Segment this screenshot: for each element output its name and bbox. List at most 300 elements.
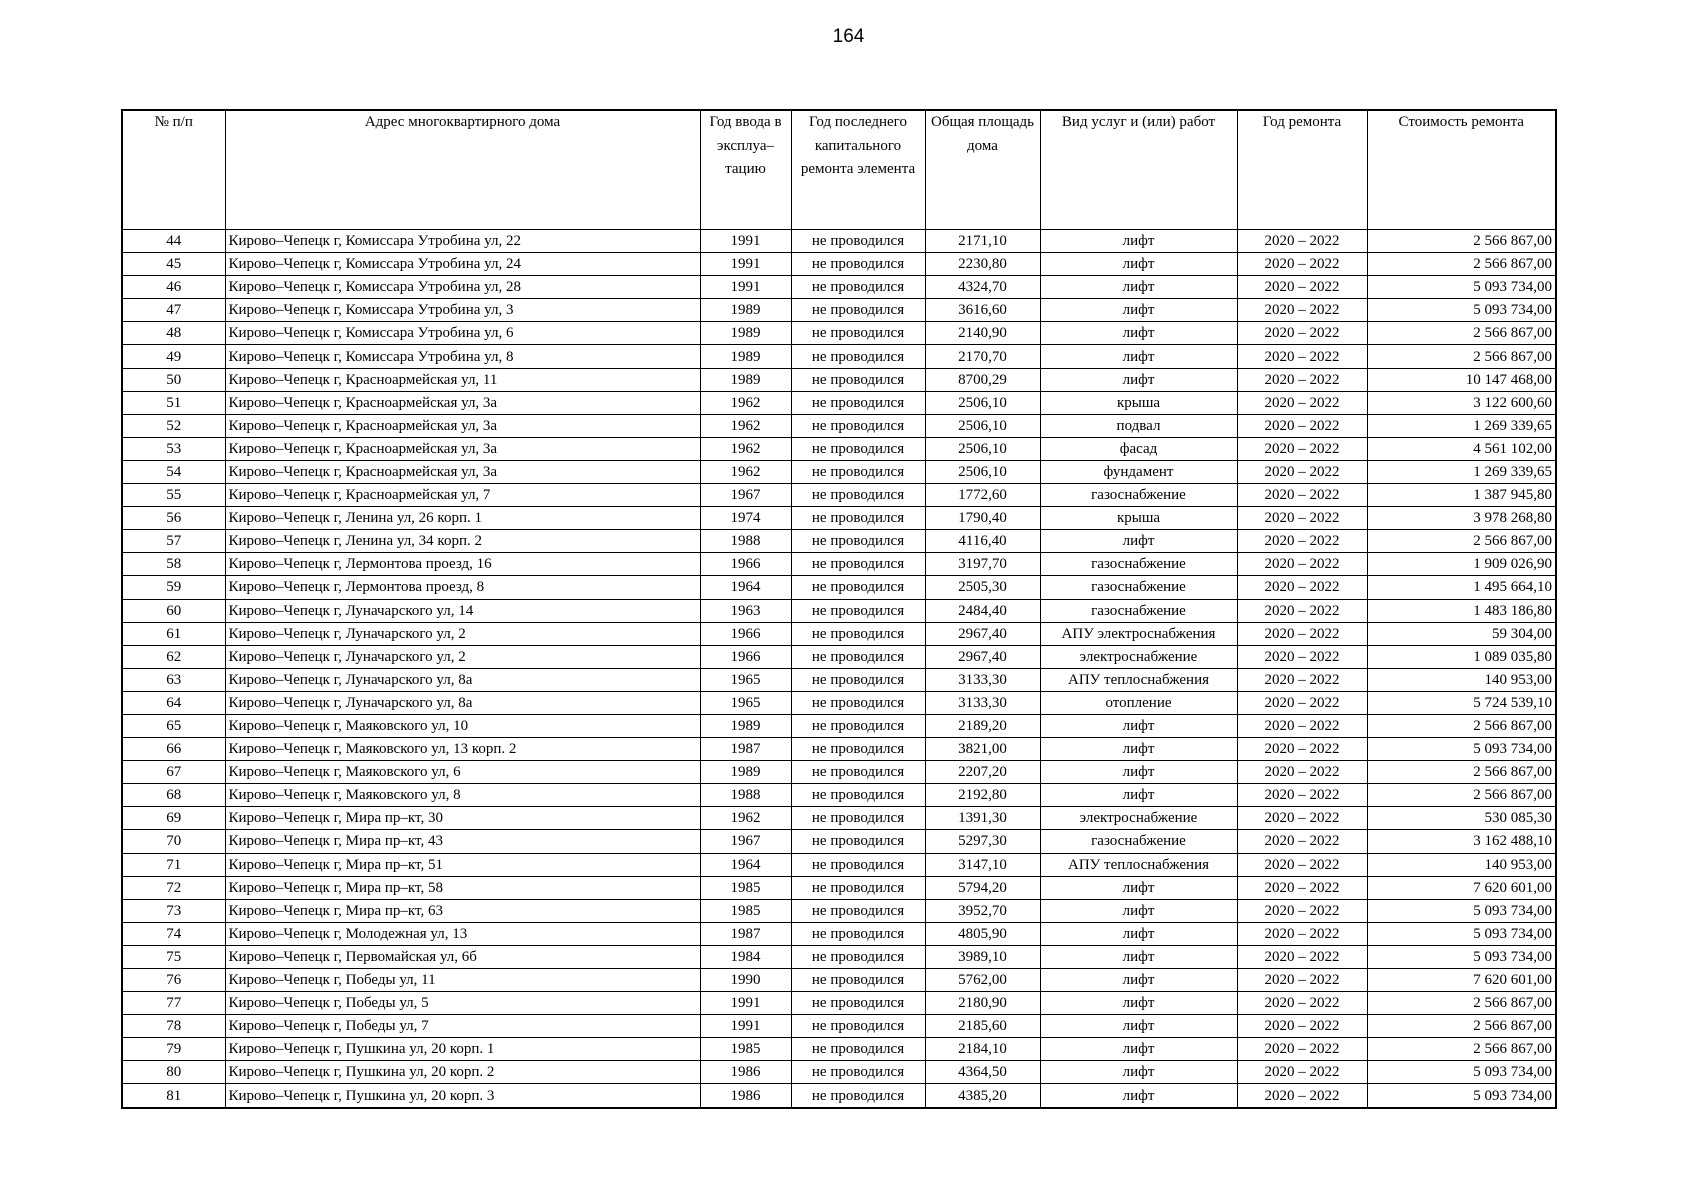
cell-repair-period: 2020 – 2022: [1237, 784, 1367, 807]
cell-repair-period: 2020 – 2022: [1237, 414, 1367, 437]
table-row: [122, 276, 1556, 299]
table-row: [122, 253, 1556, 276]
cell-year: 1967: [700, 484, 791, 507]
header-num: № п/п: [122, 110, 225, 230]
cell-address: Кирово–Чепецк г, Маяковского ул, 10: [225, 714, 700, 737]
table-row: [122, 622, 1556, 645]
cell-address: Кирово–Чепецк г, Молодежная ул, 13: [225, 922, 700, 945]
cell-num: 81: [122, 1084, 225, 1108]
cell-address: Кирово–Чепецк г, Мира пр–кт, 63: [225, 899, 700, 922]
cell-cost: 2 566 867,00: [1367, 761, 1556, 784]
cell-address: Кирово–Чепецк г, Луначарского ул, 8а: [225, 668, 700, 691]
cell-service: лифт: [1040, 1038, 1237, 1061]
cell-service: электроснабжение: [1040, 807, 1237, 830]
cell-address: Кирово–Чепецк г, Маяковского ул, 8: [225, 784, 700, 807]
cell-last-repair: не проводился: [791, 230, 925, 253]
cell-service: отопление: [1040, 691, 1237, 714]
repair-registry-table: [121, 109, 1557, 1109]
cell-last-repair: не проводился: [791, 945, 925, 968]
cell-service: лифт: [1040, 992, 1237, 1015]
cell-year: 1962: [700, 391, 791, 414]
cell-last-repair: не проводился: [791, 830, 925, 853]
cell-cost: 5 093 734,00: [1367, 945, 1556, 968]
table-row: [122, 460, 1556, 483]
cell-area: 2506,10: [925, 437, 1040, 460]
cell-repair-period: 2020 – 2022: [1237, 807, 1367, 830]
cell-area: 1790,40: [925, 507, 1040, 530]
cell-num: 58: [122, 553, 225, 576]
cell-area: 4385,20: [925, 1084, 1040, 1108]
cell-repair-period: 2020 – 2022: [1237, 345, 1367, 368]
cell-area: 4116,40: [925, 530, 1040, 553]
cell-last-repair: не проводился: [791, 484, 925, 507]
cell-service: АПУ электроснабжения: [1040, 622, 1237, 645]
cell-year: 1988: [700, 530, 791, 553]
cell-repair-period: 2020 – 2022: [1237, 530, 1367, 553]
cell-address: Кирово–Чепецк г, Ленина ул, 26 корп. 1: [225, 507, 700, 530]
cell-address: Кирово–Чепецк г, Красноармейская ул, 3а: [225, 414, 700, 437]
cell-year: 1966: [700, 622, 791, 645]
table-row: [122, 1084, 1556, 1108]
cell-service: лифт: [1040, 345, 1237, 368]
cell-year: 1987: [700, 738, 791, 761]
cell-address: Кирово–Чепецк г, Маяковского ул, 6: [225, 761, 700, 784]
cell-cost: 1 483 186,80: [1367, 599, 1556, 622]
cell-address: Кирово–Чепецк г, Пушкина ул, 20 корп. 3: [225, 1084, 700, 1108]
cell-cost: 59 304,00: [1367, 622, 1556, 645]
table-row: [122, 945, 1556, 968]
table-row: [122, 645, 1556, 668]
cell-area: 2192,80: [925, 784, 1040, 807]
cell-address: Кирово–Чепецк г, Маяковского ул, 13 корп. 2: [225, 738, 700, 761]
cell-num: 51: [122, 391, 225, 414]
cell-last-repair: не проводился: [791, 437, 925, 460]
header-last-repair: Год последнего капитального ремонта элемента: [791, 110, 925, 230]
cell-area: 2230,80: [925, 253, 1040, 276]
cell-num: 73: [122, 899, 225, 922]
cell-area: 1391,30: [925, 807, 1040, 830]
cell-cost: 7 620 601,00: [1367, 969, 1556, 992]
cell-year: 1991: [700, 253, 791, 276]
cell-num: 80: [122, 1061, 225, 1084]
cell-repair-period: 2020 – 2022: [1237, 761, 1367, 784]
cell-area: 2506,10: [925, 460, 1040, 483]
cell-address: Кирово–Чепецк г, Красноармейская ул, 3а: [225, 391, 700, 414]
table-row: [122, 599, 1556, 622]
cell-address: Кирово–Чепецк г, Мира пр–кт, 30: [225, 807, 700, 830]
cell-area: 2506,10: [925, 391, 1040, 414]
cell-area: 5762,00: [925, 969, 1040, 992]
cell-cost: 1 909 026,90: [1367, 553, 1556, 576]
cell-area: 2185,60: [925, 1015, 1040, 1038]
table-row: [122, 322, 1556, 345]
cell-cost: 2 566 867,00: [1367, 784, 1556, 807]
cell-year: 1964: [700, 576, 791, 599]
cell-year: 1988: [700, 784, 791, 807]
cell-repair-period: 2020 – 2022: [1237, 368, 1367, 391]
cell-year: 1962: [700, 437, 791, 460]
cell-repair-period: 2020 – 2022: [1237, 922, 1367, 945]
cell-cost: 2 566 867,00: [1367, 253, 1556, 276]
cell-last-repair: не проводился: [791, 599, 925, 622]
cell-last-repair: не проводился: [791, 807, 925, 830]
cell-service: АПУ теплоснабжения: [1040, 853, 1237, 876]
cell-area: 2189,20: [925, 714, 1040, 737]
cell-area: 2506,10: [925, 414, 1040, 437]
cell-area: 3821,00: [925, 738, 1040, 761]
cell-service: газоснабжение: [1040, 553, 1237, 576]
cell-year: 1986: [700, 1084, 791, 1108]
table-row: [122, 368, 1556, 391]
cell-cost: 140 953,00: [1367, 853, 1556, 876]
cell-service: лифт: [1040, 714, 1237, 737]
cell-num: 66: [122, 738, 225, 761]
cell-repair-period: 2020 – 2022: [1237, 668, 1367, 691]
cell-num: 70: [122, 830, 225, 853]
cell-service: лифт: [1040, 276, 1237, 299]
header-row: [122, 110, 1556, 230]
cell-last-repair: не проводился: [791, 876, 925, 899]
cell-repair-period: 2020 – 2022: [1237, 507, 1367, 530]
cell-num: 46: [122, 276, 225, 299]
header-cost: Стоимость ремонта: [1367, 110, 1556, 230]
cell-last-repair: не проводился: [791, 853, 925, 876]
cell-last-repair: не проводился: [791, 691, 925, 714]
cell-cost: 5 093 734,00: [1367, 738, 1556, 761]
cell-year: 1965: [700, 691, 791, 714]
cell-year: 1991: [700, 992, 791, 1015]
cell-address: Кирово–Чепецк г, Комиссара Утробина ул, 6: [225, 322, 700, 345]
cell-area: 2184,10: [925, 1038, 1040, 1061]
cell-cost: 5 724 539,10: [1367, 691, 1556, 714]
table-row: [122, 414, 1556, 437]
table-body: [122, 230, 1556, 1108]
cell-service: фундамент: [1040, 460, 1237, 483]
cell-address: Кирово–Чепецк г, Пушкина ул, 20 корп. 2: [225, 1061, 700, 1084]
cell-cost: 3 162 488,10: [1367, 830, 1556, 853]
cell-service: газоснабжение: [1040, 484, 1237, 507]
cell-service: лифт: [1040, 969, 1237, 992]
cell-year: 1989: [700, 299, 791, 322]
cell-service: лифт: [1040, 322, 1237, 345]
cell-last-repair: не проводился: [791, 553, 925, 576]
cell-num: 76: [122, 969, 225, 992]
table-row: [122, 437, 1556, 460]
cell-year: 1989: [700, 368, 791, 391]
cell-last-repair: не проводился: [791, 507, 925, 530]
cell-repair-period: 2020 – 2022: [1237, 645, 1367, 668]
cell-cost: 2 566 867,00: [1367, 230, 1556, 253]
cell-repair-period: 2020 – 2022: [1237, 484, 1367, 507]
cell-area: 2180,90: [925, 992, 1040, 1015]
table-row: [122, 992, 1556, 1015]
cell-num: 72: [122, 876, 225, 899]
cell-year: 1985: [700, 899, 791, 922]
cell-year: 1962: [700, 807, 791, 830]
cell-address: Кирово–Чепецк г, Луначарского ул, 2: [225, 622, 700, 645]
cell-last-repair: не проводился: [791, 368, 925, 391]
cell-last-repair: не проводился: [791, 784, 925, 807]
cell-num: 55: [122, 484, 225, 507]
cell-num: 59: [122, 576, 225, 599]
cell-cost: 140 953,00: [1367, 668, 1556, 691]
table-row: [122, 784, 1556, 807]
cell-cost: 1 269 339,65: [1367, 414, 1556, 437]
cell-address: Кирово–Чепецк г, Мира пр–кт, 58: [225, 876, 700, 899]
table-row: [122, 738, 1556, 761]
cell-address: Кирово–Чепецк г, Красноармейская ул, 3а: [225, 460, 700, 483]
cell-cost: 7 620 601,00: [1367, 876, 1556, 899]
header-year: Год ввода в эксплуа–тацию: [700, 110, 791, 230]
cell-area: 5794,20: [925, 876, 1040, 899]
cell-num: 44: [122, 230, 225, 253]
cell-address: Кирово–Чепецк г, Ленина ул, 34 корп. 2: [225, 530, 700, 553]
cell-repair-period: 2020 – 2022: [1237, 830, 1367, 853]
cell-year: 1962: [700, 460, 791, 483]
cell-last-repair: не проводился: [791, 1038, 925, 1061]
cell-repair-period: 2020 – 2022: [1237, 1061, 1367, 1084]
cell-service: газоснабжение: [1040, 599, 1237, 622]
cell-last-repair: не проводился: [791, 622, 925, 645]
cell-cost: 5 093 734,00: [1367, 1084, 1556, 1108]
cell-year: 1967: [700, 830, 791, 853]
cell-cost: 1 495 664,10: [1367, 576, 1556, 599]
cell-num: 71: [122, 853, 225, 876]
cell-address: Кирово–Чепецк г, Красноармейская ул, 3а: [225, 437, 700, 460]
cell-repair-period: 2020 – 2022: [1237, 853, 1367, 876]
cell-address: Кирово–Чепецк г, Первомайская ул, 6б: [225, 945, 700, 968]
cell-area: 3197,70: [925, 553, 1040, 576]
cell-repair-period: 2020 – 2022: [1237, 1015, 1367, 1038]
cell-area: 3989,10: [925, 945, 1040, 968]
cell-service: лифт: [1040, 738, 1237, 761]
cell-repair-period: 2020 – 2022: [1237, 599, 1367, 622]
cell-last-repair: не проводился: [791, 391, 925, 414]
cell-cost: 5 093 734,00: [1367, 899, 1556, 922]
cell-address: Кирово–Чепецк г, Пушкина ул, 20 корп. 1: [225, 1038, 700, 1061]
cell-service: лифт: [1040, 230, 1237, 253]
cell-last-repair: не проводился: [791, 576, 925, 599]
cell-service: лифт: [1040, 876, 1237, 899]
cell-last-repair: не проводился: [791, 322, 925, 345]
cell-cost: 2 566 867,00: [1367, 345, 1556, 368]
table-row: [122, 530, 1556, 553]
cell-area: 4364,50: [925, 1061, 1040, 1084]
cell-repair-period: 2020 – 2022: [1237, 460, 1367, 483]
header-repair-period: Год ремонта: [1237, 110, 1367, 230]
cell-num: 54: [122, 460, 225, 483]
cell-repair-period: 2020 – 2022: [1237, 391, 1367, 414]
cell-year: 1989: [700, 322, 791, 345]
cell-num: 75: [122, 945, 225, 968]
cell-address: Кирово–Чепецк г, Луначарского ул, 14: [225, 599, 700, 622]
table-row: [122, 391, 1556, 414]
table-row: [122, 576, 1556, 599]
cell-repair-period: 2020 – 2022: [1237, 1084, 1367, 1108]
cell-repair-period: 2020 – 2022: [1237, 876, 1367, 899]
cell-repair-period: 2020 – 2022: [1237, 691, 1367, 714]
table-row: [122, 1061, 1556, 1084]
cell-repair-period: 2020 – 2022: [1237, 230, 1367, 253]
table-row: [122, 1038, 1556, 1061]
cell-cost: 10 147 468,00: [1367, 368, 1556, 391]
cell-year: 1963: [700, 599, 791, 622]
cell-year: 1991: [700, 1015, 791, 1038]
table-row: [122, 714, 1556, 737]
cell-num: 49: [122, 345, 225, 368]
cell-area: 2207,20: [925, 761, 1040, 784]
cell-cost: 2 566 867,00: [1367, 1038, 1556, 1061]
cell-last-repair: не проводился: [791, 969, 925, 992]
cell-repair-period: 2020 – 2022: [1237, 945, 1367, 968]
cell-service: лифт: [1040, 299, 1237, 322]
cell-address: Кирово–Чепецк г, Луначарского ул, 8а: [225, 691, 700, 714]
cell-year: 1964: [700, 853, 791, 876]
cell-address: Кирово–Чепецк г, Комиссара Утробина ул, 22: [225, 230, 700, 253]
cell-num: 57: [122, 530, 225, 553]
header-service: Вид услуг и (или) работ: [1040, 110, 1237, 230]
cell-num: 62: [122, 645, 225, 668]
cell-num: 63: [122, 668, 225, 691]
cell-last-repair: не проводился: [791, 345, 925, 368]
cell-service: лифт: [1040, 784, 1237, 807]
cell-num: 69: [122, 807, 225, 830]
cell-last-repair: не проводился: [791, 460, 925, 483]
cell-num: 48: [122, 322, 225, 345]
cell-area: 4324,70: [925, 276, 1040, 299]
cell-area: 2171,10: [925, 230, 1040, 253]
cell-address: Кирово–Чепецк г, Лермонтова проезд, 8: [225, 576, 700, 599]
cell-cost: 3 122 600,60: [1367, 391, 1556, 414]
cell-num: 61: [122, 622, 225, 645]
cell-num: 60: [122, 599, 225, 622]
cell-num: 52: [122, 414, 225, 437]
cell-address: Кирово–Чепецк г, Красноармейская ул, 7: [225, 484, 700, 507]
table-row: [122, 899, 1556, 922]
header-area: Общая площадь дома: [925, 110, 1040, 230]
cell-area: 5297,30: [925, 830, 1040, 853]
cell-repair-period: 2020 – 2022: [1237, 322, 1367, 345]
table-row: [122, 853, 1556, 876]
cell-num: 68: [122, 784, 225, 807]
cell-cost: 2 566 867,00: [1367, 714, 1556, 737]
cell-num: 45: [122, 253, 225, 276]
cell-service: лифт: [1040, 253, 1237, 276]
table-row: [122, 484, 1556, 507]
cell-num: 79: [122, 1038, 225, 1061]
cell-repair-period: 2020 – 2022: [1237, 992, 1367, 1015]
cell-address: Кирово–Чепецк г, Красноармейская ул, 11: [225, 368, 700, 391]
cell-last-repair: не проводился: [791, 253, 925, 276]
table-row: [122, 761, 1556, 784]
cell-address: Кирово–Чепецк г, Мира пр–кт, 43: [225, 830, 700, 853]
cell-area: 2967,40: [925, 622, 1040, 645]
cell-service: лифт: [1040, 1061, 1237, 1084]
cell-repair-period: 2020 – 2022: [1237, 622, 1367, 645]
cell-year: 1989: [700, 761, 791, 784]
header-address: Адрес многоквартирного дома: [225, 110, 700, 230]
cell-service: лифт: [1040, 945, 1237, 968]
cell-repair-period: 2020 – 2022: [1237, 437, 1367, 460]
cell-last-repair: не проводился: [791, 530, 925, 553]
cell-area: 4805,90: [925, 922, 1040, 945]
cell-cost: 1 089 035,80: [1367, 645, 1556, 668]
cell-last-repair: не проводился: [791, 922, 925, 945]
cell-area: 2505,30: [925, 576, 1040, 599]
cell-address: Кирово–Чепецк г, Победы ул, 11: [225, 969, 700, 992]
cell-service: газоснабжение: [1040, 576, 1237, 599]
table-row: [122, 553, 1556, 576]
cell-last-repair: не проводился: [791, 992, 925, 1015]
cell-address: Кирово–Чепецк г, Комиссара Утробина ул, 3: [225, 299, 700, 322]
table-row: [122, 922, 1556, 945]
cell-cost: 5 093 734,00: [1367, 276, 1556, 299]
cell-area: 2484,40: [925, 599, 1040, 622]
cell-cost: 2 566 867,00: [1367, 1015, 1556, 1038]
cell-area: 2140,90: [925, 322, 1040, 345]
cell-last-repair: не проводился: [791, 414, 925, 437]
cell-repair-period: 2020 – 2022: [1237, 738, 1367, 761]
cell-repair-period: 2020 – 2022: [1237, 253, 1367, 276]
cell-num: 56: [122, 507, 225, 530]
cell-service: газоснабжение: [1040, 830, 1237, 853]
cell-year: 1985: [700, 876, 791, 899]
cell-address: Кирово–Чепецк г, Мира пр–кт, 51: [225, 853, 700, 876]
table-row: [122, 969, 1556, 992]
cell-cost: 530 085,30: [1367, 807, 1556, 830]
cell-last-repair: не проводился: [791, 761, 925, 784]
cell-repair-period: 2020 – 2022: [1237, 276, 1367, 299]
cell-last-repair: не проводился: [791, 1061, 925, 1084]
table-row: [122, 1015, 1556, 1038]
cell-service: фасад: [1040, 437, 1237, 460]
cell-service: лифт: [1040, 899, 1237, 922]
cell-area: 3952,70: [925, 899, 1040, 922]
cell-address: Кирово–Чепецк г, Победы ул, 5: [225, 992, 700, 1015]
cell-service: крыша: [1040, 391, 1237, 414]
cell-service: крыша: [1040, 507, 1237, 530]
cell-cost: 2 566 867,00: [1367, 530, 1556, 553]
cell-last-repair: не проводился: [791, 299, 925, 322]
table-row: [122, 668, 1556, 691]
cell-address: Кирово–Чепецк г, Комиссара Утробина ул, 24: [225, 253, 700, 276]
table-row: [122, 691, 1556, 714]
cell-last-repair: не проводился: [791, 899, 925, 922]
cell-address: Кирово–Чепецк г, Комиссара Утробина ул, 8: [225, 345, 700, 368]
cell-area: 3133,30: [925, 668, 1040, 691]
cell-cost: 3 978 268,80: [1367, 507, 1556, 530]
cell-year: 1966: [700, 645, 791, 668]
table-row: [122, 345, 1556, 368]
cell-service: лифт: [1040, 1084, 1237, 1108]
cell-address: Кирово–Чепецк г, Победы ул, 7: [225, 1015, 700, 1038]
cell-year: 1990: [700, 969, 791, 992]
cell-service: лифт: [1040, 368, 1237, 391]
cell-service: АПУ теплоснабжения: [1040, 668, 1237, 691]
cell-cost: 2 566 867,00: [1367, 322, 1556, 345]
cell-cost: 2 566 867,00: [1367, 992, 1556, 1015]
cell-num: 50: [122, 368, 225, 391]
page-number: 164: [832, 26, 865, 47]
cell-year: 1991: [700, 276, 791, 299]
cell-num: 77: [122, 992, 225, 1015]
cell-year: 1965: [700, 668, 791, 691]
cell-year: 1962: [700, 414, 791, 437]
cell-repair-period: 2020 – 2022: [1237, 899, 1367, 922]
cell-year: 1987: [700, 922, 791, 945]
cell-address: Кирово–Чепецк г, Лермонтова проезд, 16: [225, 553, 700, 576]
cell-num: 64: [122, 691, 225, 714]
